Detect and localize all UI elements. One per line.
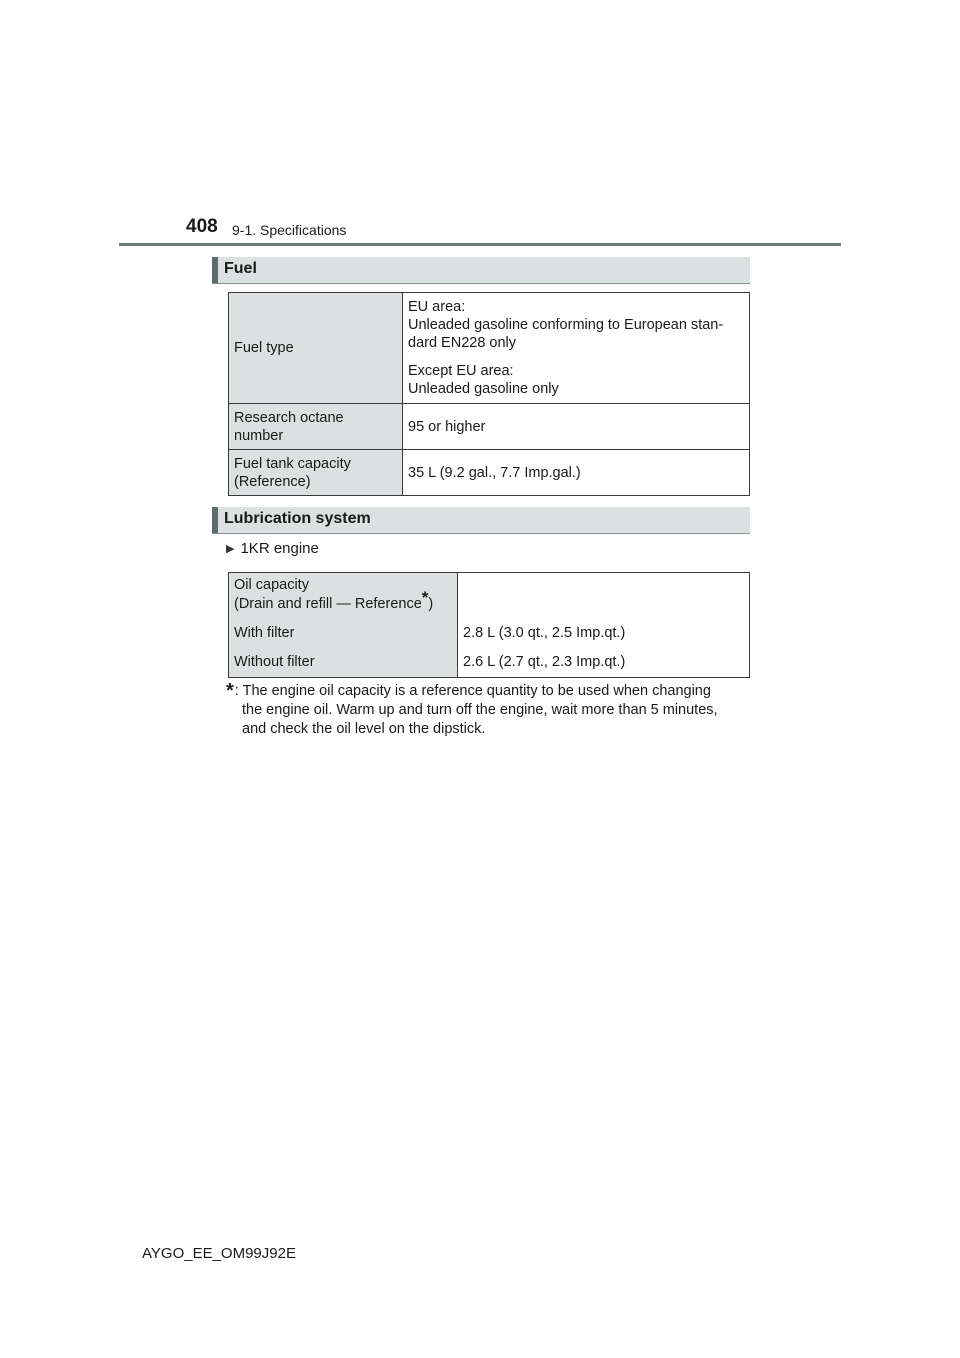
engine-label: 1KR engine <box>240 540 319 557</box>
oil-capacity-header-line-1: Oil capacity <box>234 577 309 593</box>
fuel-section-title: Fuel <box>224 260 257 277</box>
footnote <box>226 682 748 739</box>
footnote-star-marker: * <box>421 588 429 607</box>
octane-label <box>229 404 403 450</box>
tank-label-line-2: (Reference) <box>234 473 311 490</box>
fuel-section-heading <box>212 257 750 284</box>
table-row <box>229 619 750 647</box>
fuel-type-value <box>403 293 750 404</box>
eu-area-line-1: EU area: <box>408 299 466 315</box>
eu-area-line-3: dard EN228 only <box>408 335 517 351</box>
oil-capacity-header-line-2: (Drain and refill — Reference <box>234 596 422 612</box>
lubrication-section-title: Lubrication system <box>224 510 371 527</box>
octane-label-line-1: Research octane <box>234 409 344 426</box>
tank-capacity-value: 35 L (9.2 gal., 7.7 Imp.gal.) <box>403 450 750 496</box>
with-filter-value: 2.8 L (3.0 qt., 2.5 Imp.qt.) <box>458 619 750 647</box>
oil-capacity-header <box>229 573 458 620</box>
non-eu-line-2: Unleaded gasoline only <box>408 381 559 397</box>
engine-bullet <box>226 540 319 557</box>
fuel-type-label-text: Fuel type <box>234 340 294 356</box>
document-id: AYGO_EE_OM99J92E <box>142 1245 296 1262</box>
lubrication-section-heading <box>212 507 750 534</box>
section-title: 9-1. Specifications <box>232 222 347 238</box>
non-eu-area-text <box>408 362 744 398</box>
table-row <box>229 647 750 677</box>
eu-area-text <box>408 298 744 352</box>
octane-value: 95 or higher <box>403 404 750 450</box>
tank-label-line-1: Fuel tank capacity <box>234 455 351 472</box>
without-filter-label: Without filter <box>229 647 458 677</box>
fuel-spec-table <box>228 292 750 496</box>
non-eu-line-1: Except EU area: <box>408 363 514 379</box>
table-row <box>229 573 750 620</box>
page-number: 408 <box>186 216 218 237</box>
oil-capacity-header-close: ) <box>428 596 434 612</box>
octane-label-line-2: number <box>234 427 284 444</box>
table-row <box>229 293 750 404</box>
with-filter-label: With filter <box>229 619 458 647</box>
fuel-type-label <box>229 293 403 404</box>
triangle-bullet-icon: ▶ <box>226 543 235 555</box>
eu-area-line-2: Unleaded gasoline conforming to European stan- <box>408 317 724 333</box>
footnote-line-2: the engine oil. Warm up and turn off the engine, wait more than 5 minutes, <box>242 702 718 718</box>
header-divider <box>119 243 841 246</box>
without-filter-value: 2.6 L (2.7 qt., 2.3 Imp.qt.) <box>458 647 750 677</box>
footnote-line-3: and check the oil level on the dipstick. <box>242 721 486 737</box>
table-row <box>229 404 750 450</box>
footnote-mark: * <box>226 680 234 702</box>
tank-capacity-label <box>229 450 403 496</box>
table-row <box>229 450 750 496</box>
footnote-line-1: : The engine oil capacity is a reference quantity to be used when changing <box>234 683 711 699</box>
oil-capacity-header-blank <box>458 573 750 620</box>
oil-capacity-table <box>228 572 750 678</box>
